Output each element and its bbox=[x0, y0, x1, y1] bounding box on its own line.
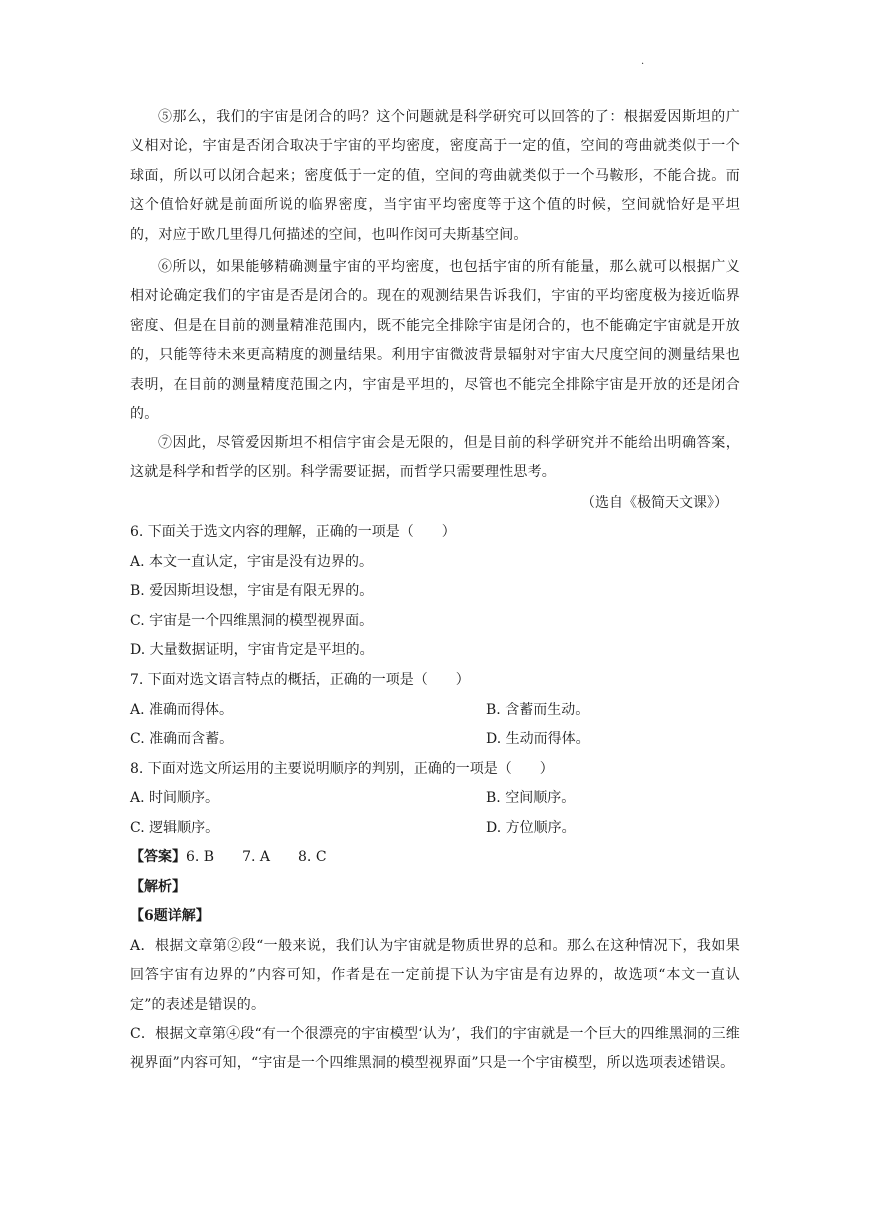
question-7-stem: 7. 下面对选文语言特点的概括，正确的一项是（ ） bbox=[130, 672, 470, 688]
question-7-option-c: C. 准确而含蓄。 bbox=[130, 731, 234, 747]
answer-values: 6. B 7. A 8. C bbox=[186, 849, 327, 865]
question-7-option-d: D. 生动而得体。 bbox=[486, 731, 590, 747]
answer-label: 【答案】 bbox=[130, 849, 186, 865]
question-6-option-d: D. 大量数据证明，宇宙肯定是平坦的。 bbox=[130, 642, 374, 658]
question-8-option-a: A. 时间顺序。 bbox=[130, 790, 220, 806]
question-8-option-c: C. 逻辑顺序。 bbox=[130, 820, 220, 836]
question-8-option-b: B. 空间顺序。 bbox=[486, 790, 576, 806]
question-8-stem: 8. 下面对选文所运用的主要说明顺序的判别，正确的一项是（ ） bbox=[130, 761, 554, 777]
analysis-option-a: A．根据文章第②段“一般来说，我们认为宇宙就是物质世界的总和。那么在这种情况下，我如果回答宇宙有边界的”内容可知，作者是在一定前提下认为宇宙是有边界的，故选项“本文一直认定”的表述是错误的。 bbox=[130, 938, 740, 1013]
question-7-option-b: B. 含蓄而生动。 bbox=[486, 702, 590, 718]
passage-paragraph-7: ⑦因此，尽管爱因斯坦不相信宇宙会是无限的，但是目前的科学研究并不能给出明确答案，这就是科学和哲学的区别。科学需要证据，而哲学只需要理性思考。 bbox=[130, 435, 740, 481]
passage-paragraph-6: ⑥所以，如果能够精确测量宇宙的平均密度，也包括宇宙的所有能量，那么就可以根据广义相对论确定我们的宇宙是否是闭合的。现在的观测结果告诉我们，宇宙的平均密度极为接近临界密度、但是在目前的测量精准范围内，既不能完全排除宇宙是闭合的，也不能确定宇宙就是开放的，只能等待未来更高精度的测量结果。利用宇宙微波背景辐射对宇宙大尺度空间的测量结果也表明，在目前的测量精度范围之内，宇宙是平坦的，尽管也不能完全排除宇宙是开放的还是闭合的。 bbox=[130, 259, 740, 423]
passage-paragraph-5: ⑤那么，我们的宇宙是闭合的吗？这个问题就是科学研究可以回答的了：根据爱因斯坦的广义相对论，宇宙是否闭合取决于宇宙的平均密度，密度高于一定的值，空间的弯曲就类似于一个球面，所以可以闭合起来；密度低于一定的值，空间的弯曲就类似于一个马鞍形，不能合拢。而这个值恰好就是前面所说的临界密度，当宇宙平均密度等于这个值的时候，空间就恰好是平坦的，对应于欧几里得几何描述的空间，也叫作闵可夫斯基空间。 bbox=[130, 109, 740, 243]
analysis-label: 【解析】 bbox=[130, 879, 186, 895]
question-7-option-a: A. 准确而得体。 bbox=[130, 702, 234, 718]
question-8-option-d: D. 方位顺序。 bbox=[486, 820, 576, 836]
q6-detail-label: 【6题详解】 bbox=[130, 908, 210, 924]
answer-line bbox=[130, 843, 327, 872]
header-mark: . bbox=[641, 56, 645, 67]
question-6-option-c: C. 宇宙是一个四维黑洞的模型视界面。 bbox=[130, 613, 374, 629]
question-6-option-b: B. 爱因斯坦设想，宇宙是有限无界的。 bbox=[130, 583, 374, 599]
question-6-stem: 6. 下面关于选文内容的理解，正确的一项是（ ） bbox=[130, 524, 456, 540]
analysis-option-c: C．根据文章第④段“有一个很漂亮的宇宙模型‘认为’，我们的宇宙就是一个巨大的四维黑洞的三维视界面”内容可知，“宇宙是一个四维黑洞的模型视界面”只是一个宇宙模型，所以选项表述错误。 bbox=[130, 1026, 740, 1072]
question-6-option-a: A. 本文一直认定，宇宙是没有边界的。 bbox=[130, 554, 374, 570]
passage-source: （选自《极简天文课》） bbox=[581, 495, 728, 511]
